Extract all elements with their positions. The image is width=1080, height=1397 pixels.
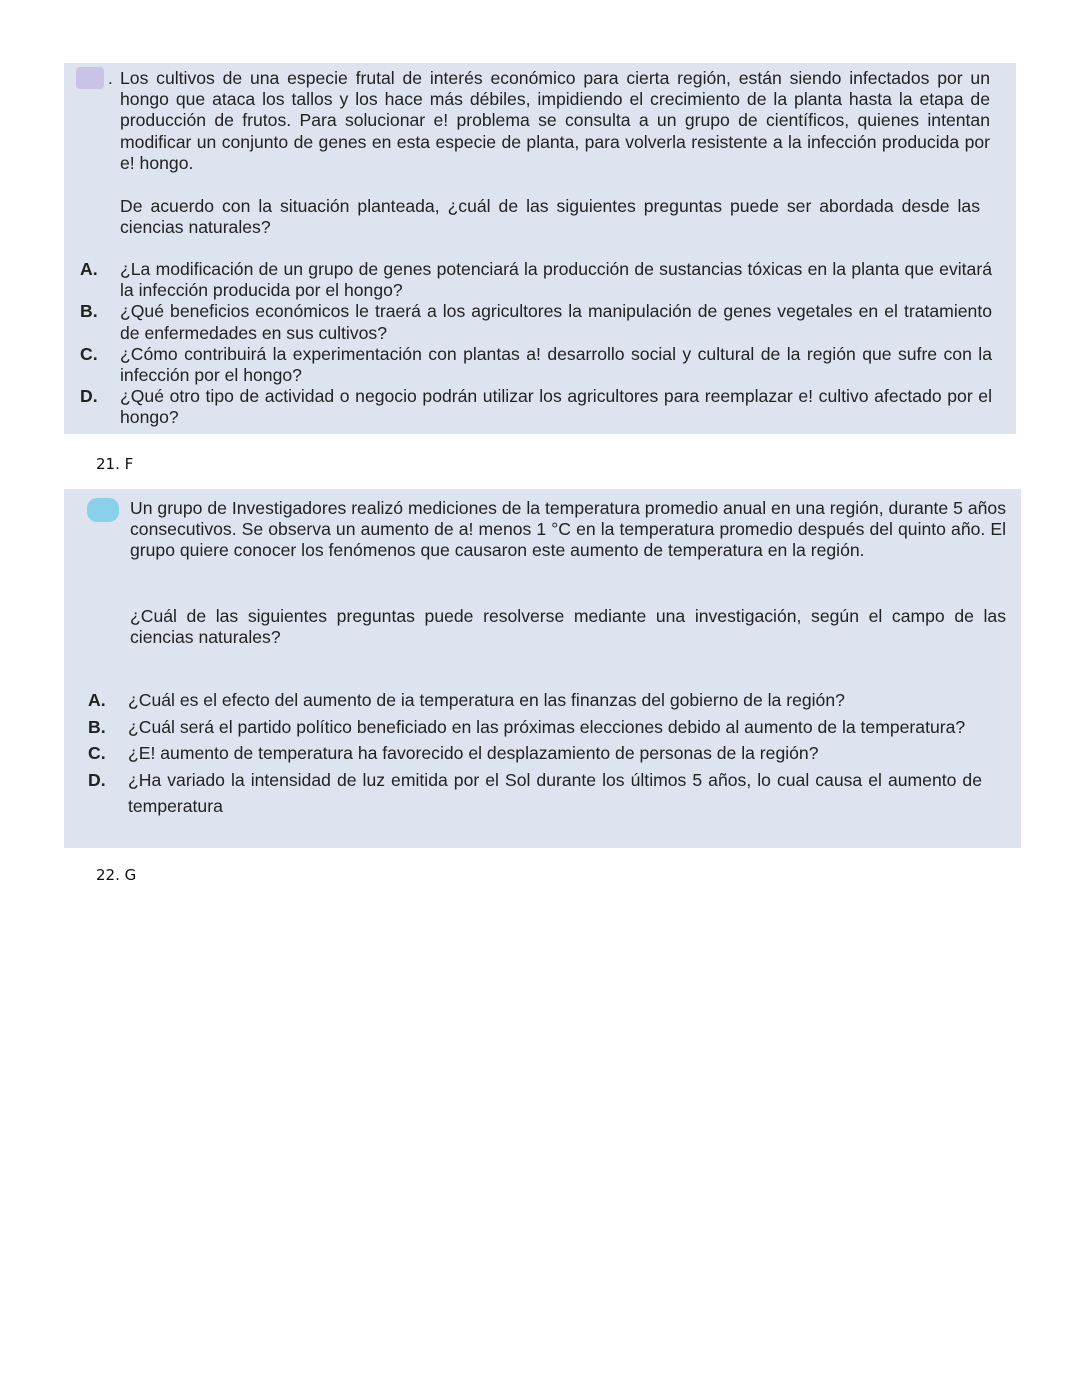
option-text: ¿Ha variado la intensidad de luz emitida por el Sol durante los últimos 5 años, lo cual causa el aumento de temperatura [128,769,982,816]
option-letter: D. [88,769,106,790]
question-bullet: . [108,69,113,88]
option-letter: A. [88,690,106,710]
question-prompt: ¿Cuál de las siguientes preguntas puede resolverse mediante una investigación, según el campo de las ciencias naturales? [130,606,1006,648]
options-list [74,259,992,429]
question-prompt: De acuerdo con la situación planteada, ¿cuál de las siguientes preguntas puede ser abordada desde las ciencias naturales? [120,196,980,238]
option-text: ¿E! aumento de temperatura ha favorecido el desplazamiento de personas de la región? [128,743,819,763]
answer-22: 22. G [96,866,137,884]
option-c[interactable] [82,740,982,767]
option-letter: D. [80,386,98,407]
option-a[interactable] [82,687,982,714]
option-text: ¿La modificación de un grupo de genes potenciará la producción de sustancias tóxicas en la planta que evitará la infección producida por el hongo? [120,259,992,301]
option-letter: C. [88,743,106,763]
options-list [82,687,982,820]
question-marker-icon [76,67,104,89]
option-d[interactable] [74,386,992,428]
option-letter: A. [80,259,98,279]
option-b[interactable] [74,301,992,343]
question-marker-icon [87,498,119,522]
option-letter: C. [80,343,98,364]
option-text: ¿Qué beneficios económicos le traerá a los agricultores la manipulación de genes vegetales en el tratamiento de enfermedades en sus cultivos? [120,301,992,343]
option-letter: B. [80,301,98,322]
option-b[interactable] [82,714,982,741]
question-block-2 [64,489,1021,848]
answer-21: 21. F [96,455,134,473]
option-text: ¿Cuál será el partido político beneficiado en las próximas elecciones debido al aumento de la temperatura? [128,716,966,737]
option-d[interactable] [82,767,982,820]
option-text: ¿Cuál es el efecto del aumento de ia temperatura en las finanzas del gobierno de la región? [128,690,845,710]
question-block-1 [64,63,1016,434]
option-letter: B. [88,716,106,737]
option-text: ¿Qué otro tipo de actividad o negocio podrán utilizar los agricultores para reemplazar e! cultivo afectado por el hongo? [120,386,992,428]
question-stem: Un grupo de Investigadores realizó mediciones de la temperatura promedio anual en una región, durante 5 años consecutivos. Se observa un aumento de a! menos 1 °C en la temperatura promedio después del quinto año. El grupo quiere conocer los fenómenos que causaron este aumento de temperatura en la región. [130,498,1006,561]
question-stem: Los cultivos de una especie frutal de interés económico para cierta región, están siendo infectados por un hongo que ataca los tallos y los hace más débiles, impidiendo el crecimiento de la planta hasta la etapa de producción de frutos. Para solucionar e! problema se consulta a un grupo de científicos, quienes intentan modificar un conjunto de genes en esta especie de planta, para volverla resistente a la infección producida por e! hongo. [120,68,990,173]
option-c[interactable] [74,344,992,386]
option-a[interactable] [74,259,992,301]
option-text: ¿Cómo contribuirá la experimentación con plantas a! desarrollo social y cultural de la región que sufre con la infección por el hongo? [120,343,992,386]
